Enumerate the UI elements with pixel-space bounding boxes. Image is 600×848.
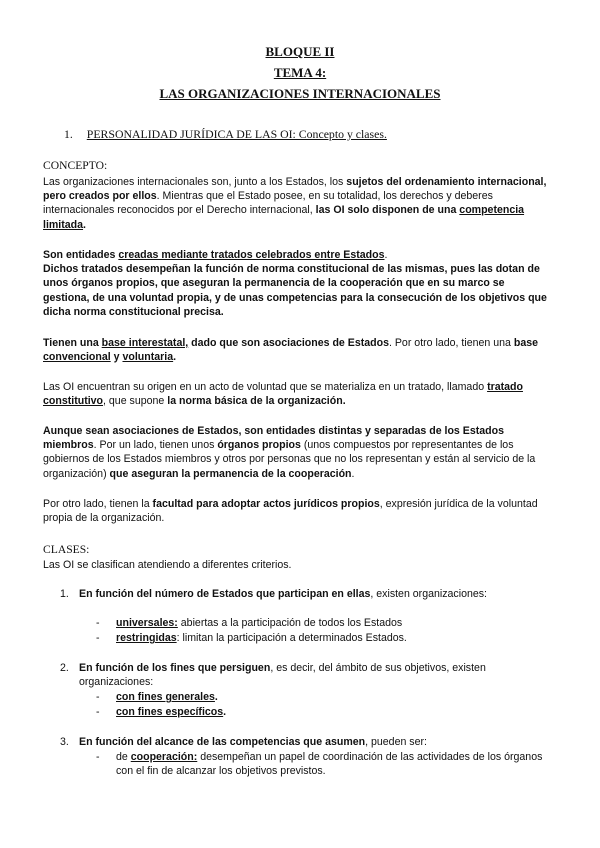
document-title: LAS ORGANIZACIONES INTERNACIONALES [159, 86, 441, 101]
bold-run: . [173, 351, 177, 364]
bold-run: y [110, 351, 123, 364]
concepto-heading: CONCEPTO: [43, 159, 108, 172]
bold-underlined-run: creadas mediante tratados celebrados entre Estados [118, 249, 385, 261]
bold-underlined-run: restringidas [116, 632, 177, 644]
bold-run: facultad para adoptar actos jurídicos propios [152, 498, 380, 510]
concepto-paragraph-1 [43, 175, 553, 232]
text-run: abiertas a la participación de todos los Estados [177, 617, 403, 629]
text-run: Por otro lado, tienen la [43, 498, 153, 510]
text-run: . Mientras que el Estado posee, en su totalidad, los derechos y deberes internacionales reconocidos por el Derecho internacional, [43, 190, 493, 217]
bold-run: que aseguran la permanencia de la cooperación [109, 467, 352, 480]
bold-run: Dichos tratados desempeñan la función de norma constitucional de las mismas, pues las dotan de unos órganos propios, que aseguran la permanencia de la cooperación que en su marco se gestiona, de una voluntad propia, y de unas competencias para la consecución de los objetivos que dicha norma constitucional precisa. [43, 263, 547, 318]
text-run: Las organizaciones internacionales son, junto a los Estados, los [43, 176, 347, 188]
text-run: . [351, 467, 355, 480]
bold-run: sujetos del ordenamiento internacional, pero creados por ellos [43, 176, 547, 203]
bold-underlined-run: cooperación: [130, 751, 198, 763]
bold-run: Tienen una [43, 337, 102, 349]
text-run: , pueden ser: [365, 736, 427, 748]
text-run: . [384, 249, 388, 261]
dash-bullet: - [96, 632, 100, 644]
text-run: , existen organizaciones: [370, 588, 487, 600]
dash-bullet: - [96, 691, 100, 703]
bold-underlined-run: tratado constitutivo [43, 381, 523, 408]
bold-run: Son entidades [43, 249, 119, 261]
bold-run: En función de los fines que persiguen [79, 662, 271, 674]
sub-item-restringidas [116, 631, 556, 645]
bold-run: En función del número de Estados que participan en ellas [79, 588, 371, 600]
bold-run: órganos propios [217, 439, 301, 452]
bold-underlined-run: con fines específicos [116, 706, 224, 718]
concepto-paragraph-2 [43, 248, 553, 319]
section-heading [64, 127, 387, 141]
bold-underlined-run: con fines generales [116, 691, 215, 703]
text-run: desempeñan un papel de coordinación de las actividades de los órganos con el fin de alcanzar los objetivos previstos. [116, 751, 543, 778]
bold-run: . [223, 706, 227, 718]
text-run: , que supone [103, 395, 168, 408]
bold-underlined-run: universales: [116, 617, 178, 629]
bold-underlined-run: competencia limitada [43, 204, 525, 231]
dash-bullet: - [96, 617, 100, 629]
bold-run: las OI solo disponen de una [315, 204, 460, 217]
text-run: , es decir, del ámbito de sus objetivos, existen organizaciones: [79, 662, 486, 689]
list-item-3 [79, 735, 549, 749]
bold-underlined-run: convencional [43, 351, 111, 364]
bold-underlined-run: voluntaria [122, 351, 174, 364]
list-item-1 [79, 587, 549, 601]
dash-bullet: - [96, 751, 100, 763]
list-number: 3. [60, 736, 69, 748]
bold-run: dado que son asociaciones de Estados [188, 337, 389, 349]
bold-underlined-run: base interestatal, [101, 337, 189, 349]
bold-run: Aunque sean asociaciones de Estados, son entidades distintas y separadas de los Estados miembros [43, 425, 504, 452]
text-run: , expresión jurídica de la voluntad propia de la organización. [43, 498, 538, 525]
text-run: de [116, 751, 131, 763]
bloque-title: BLOQUE II [265, 44, 335, 59]
text-run: : limitan la participación a determinados Estados. [176, 632, 407, 644]
bold-run: la norma básica de la organización. [167, 395, 346, 408]
clases-intro: Las OI se clasifican atendiendo a diferentes criterios. [43, 559, 292, 571]
concepto-paragraph-4 [43, 380, 553, 408]
section-title: PERSONALIDAD JURÍDICA DE LAS OI: Concepto y clases. [86, 127, 387, 141]
list-number: 2. [60, 662, 69, 674]
text-run: . Por otro lado, tienen una [388, 337, 514, 349]
concepto-paragraph-6 [43, 497, 553, 525]
sub-item-universales [116, 616, 556, 630]
section-number: 1. [64, 127, 73, 141]
clases-heading: CLASES: [43, 543, 90, 556]
list-number: 1. [60, 588, 69, 600]
bold-run: base [513, 337, 538, 349]
text-run: Las OI encuentran su origen en un acto de voluntad que se materializa en un tratado, llamado [43, 381, 488, 393]
concepto-paragraph-3 [43, 336, 553, 364]
bold-run: En función del alcance de las competencias que asumen [79, 736, 366, 748]
sub-item-fines-generales [116, 690, 556, 704]
list-item-2 [79, 661, 549, 689]
concepto-paragraph-5 [43, 424, 553, 481]
bold-run: . [214, 691, 218, 703]
sub-item-cooperacion [116, 750, 556, 778]
text-run: . Por un lado, tienen unos [93, 439, 218, 452]
sub-item-fines-especificos [116, 705, 556, 719]
dash-bullet: - [96, 706, 100, 718]
tema-title: TEMA 4: [273, 65, 327, 80]
text-run: (unos compuestos por representantes de los gobiernos de los Estados miembros y otros por personas que no los representan y están al servicio de la organización) [43, 439, 536, 480]
bold-run: . [83, 218, 86, 231]
